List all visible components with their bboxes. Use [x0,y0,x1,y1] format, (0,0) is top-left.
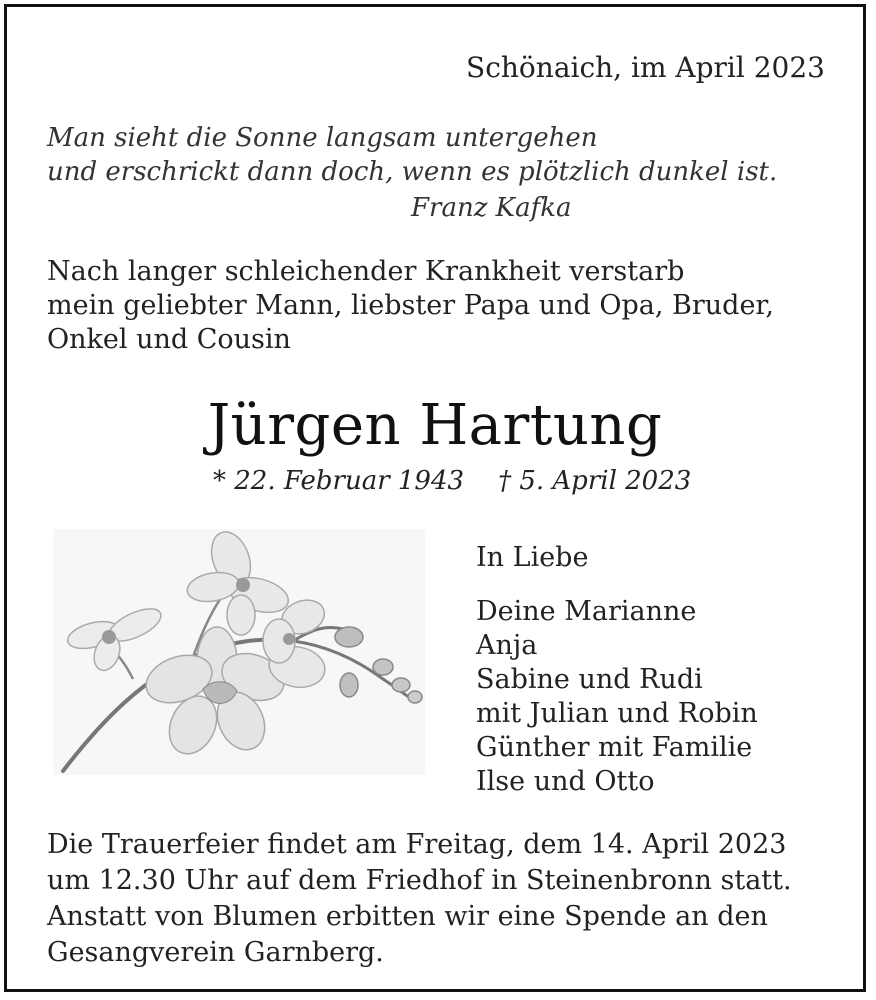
ceremony-line: Gesangverein Garnberg. [47,937,384,968]
orchid-illustration [53,529,425,775]
family-member: Deine Marianne [476,596,697,627]
family-member: Günther mit Familie [476,732,753,763]
family-list [476,541,758,799]
intro-text [47,255,774,357]
intro-line: Nach langer schleichender Krankheit verstarb [47,256,685,287]
death-date: † 5. April 2023 [498,466,692,496]
quote-line: Man sieht die Sonne langsam untergehen [47,123,598,153]
family-heading: In Liebe [476,542,589,573]
family-member: mit Julian und Robin [476,698,758,729]
ceremony-line: Anstatt von Blumen erbitten wir eine Spende an den [47,901,768,932]
ceremony-info [47,827,792,971]
intro-line: Onkel und Cousin [47,324,291,355]
quote-line: und erschrickt dann doch, wenn es plötzlich dunkel ist. [47,157,778,187]
family-member: Sabine und Rudi [476,664,703,695]
quote-author: Franz Kafka [411,193,572,223]
family-member: Anja [476,630,538,661]
quote [47,121,777,189]
ceremony-line: Die Trauerfeier findet am Freitag, dem 14. April 2023 [47,829,787,860]
orchid-image [53,529,425,775]
place-date: Schönaich, im April 2023 [466,51,825,84]
obituary-notice [4,4,866,992]
life-dates [213,466,691,496]
intro-line: mein geliebter Mann, liebster Papa und Opa, Bruder, [47,290,774,321]
ceremony-line: um 12.30 Uhr auf dem Friedhof in Steinenbronn statt. [47,865,792,896]
birth-date: * 22. Februar 1943 [213,466,465,496]
deceased-name: Jürgen Hartung [207,393,663,458]
family-member: Ilse und Otto [476,766,655,797]
